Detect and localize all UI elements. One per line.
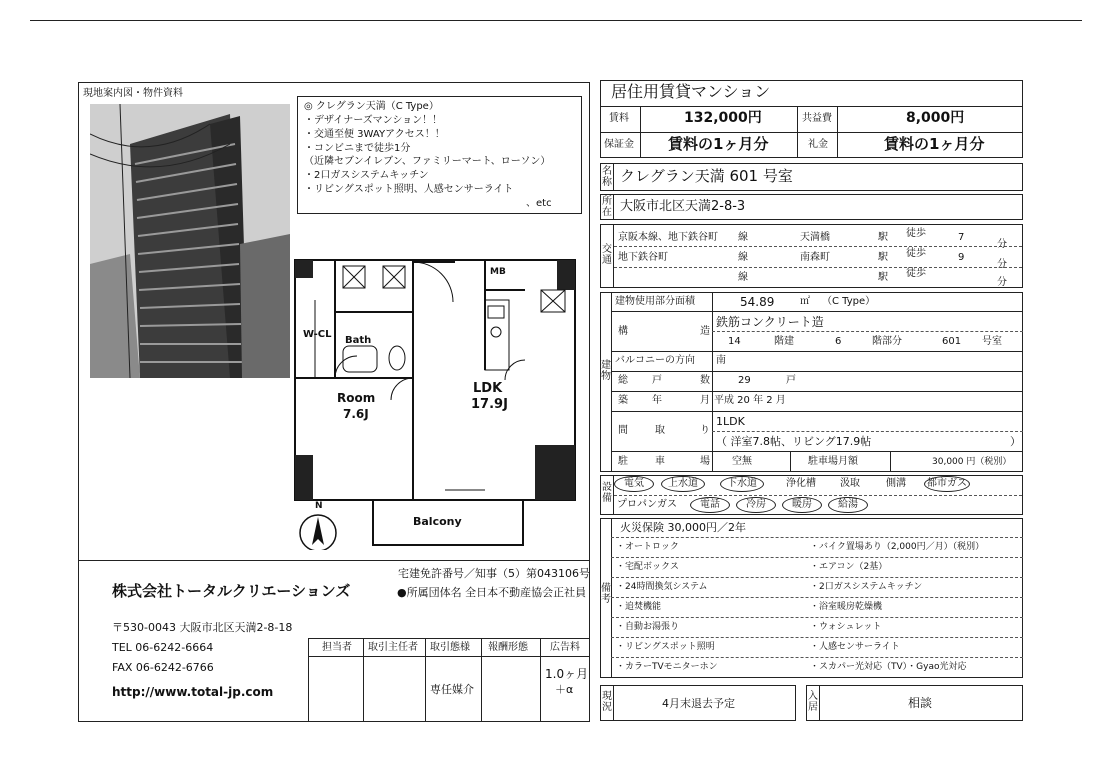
rent-box-col <box>640 106 641 158</box>
parking-value: 空無 <box>732 456 752 467</box>
transport-eki: 駅 <box>878 272 888 283</box>
transport-toho: 徒歩 <box>906 248 926 259</box>
balcony-label: Balcony <box>413 515 462 528</box>
note-right: ・バイク置場あり（2,000円／月）（税別） <box>810 542 985 552</box>
movein-label: 入居 <box>808 691 818 713</box>
th-ad-fee: 広告料 <box>550 642 580 653</box>
facility-septic: 浄化槽 <box>786 478 816 489</box>
parking-col <box>890 451 891 472</box>
note-right: ・スカパー光対応（TV）・Gyao光対応 <box>810 662 967 672</box>
building-box-col <box>712 292 713 472</box>
area-value: 54.89 <box>740 295 775 309</box>
company-tel: TEL 06-6242-6664 <box>112 641 214 654</box>
left-header: 現地案内図・物件資料 <box>83 88 183 99</box>
building-rule <box>611 311 1023 312</box>
movein-value: 相談 <box>908 696 933 710</box>
ad-fee-1: 1.0ヶ月 <box>545 667 589 681</box>
notes-label: 備考 <box>601 583 611 605</box>
room-number: 601 <box>942 336 962 347</box>
rent-box-rule <box>600 106 1023 107</box>
parking-fee: 30,000 円（税別） <box>932 457 1012 467</box>
agent-table-col <box>363 638 364 722</box>
common-fee-label: 共益費 <box>802 113 832 124</box>
rent-box-col <box>797 106 798 158</box>
parking-label: 場 <box>700 456 710 467</box>
status-value: 4月末退去予定 <box>662 697 735 710</box>
address-box-col <box>613 194 614 220</box>
company-fax: FAX 06-6242-6766 <box>112 661 214 674</box>
transport-rule <box>614 267 1022 268</box>
notes-rule <box>611 537 1023 538</box>
floors-suffix: 階建 <box>774 336 794 347</box>
layout-value: 1LDK <box>716 415 745 428</box>
building-rule <box>611 371 1023 372</box>
transport-label: 交通 <box>602 244 612 266</box>
company-divider <box>78 560 590 561</box>
feature-line: ・交通至便 3WAYアクセス！！ <box>304 129 445 140</box>
note-left: ・24時間換気システム <box>616 582 708 592</box>
layout-label: 取 <box>655 425 665 436</box>
th-fee-type: 報酬形態 <box>488 642 528 653</box>
movein-box-col <box>819 685 820 721</box>
note-left: ・追焚機能 <box>616 602 662 612</box>
units-suffix: 戸 <box>786 375 796 386</box>
built-label: 築 <box>618 395 628 406</box>
building-rule <box>611 351 1023 352</box>
built-label: 月 <box>700 395 710 406</box>
feature-line: 、etc <box>526 198 552 209</box>
notes-rule <box>611 597 1023 598</box>
transport-fun: 分 <box>997 259 1007 270</box>
facility-hot-water: 給湯 <box>828 497 868 513</box>
note-right: ・エアコン（2基） <box>810 562 888 572</box>
feature-line: ・コンビニまで徒歩1分 <box>304 143 411 154</box>
compass-n-label: N <box>315 501 323 511</box>
th-mode: 取引態様 <box>430 642 470 653</box>
transport-fun: 分 <box>997 277 1007 288</box>
facility-phone: 電話 <box>690 497 730 513</box>
built-value: 平成 20 年 2 月 <box>714 395 786 406</box>
layout-detail: （ 洋室7.8帖、リビング17.9帖 <box>716 435 872 448</box>
wcl-label: W-CL <box>303 329 332 340</box>
building-dash <box>712 331 1023 332</box>
insurance: 火災保険 30,000円／2年 <box>620 521 746 534</box>
feature-line: ◎ クレグラン天満（C Type） <box>304 101 439 112</box>
room-size: 7.6J <box>343 407 369 421</box>
property-name: クレグラン天満 601 号室 <box>620 167 793 185</box>
license-number: 宅建免許番号／知事（5）第043106号 <box>398 567 590 580</box>
transport-sen: 線 <box>738 272 748 283</box>
note-right: ・2口ガスシステムキッチン <box>810 582 923 592</box>
facilities-rule <box>614 495 1022 496</box>
property-address: 大阪市北区天満2-8-3 <box>620 199 746 214</box>
facility-sewer: 下水道 <box>720 476 764 492</box>
rent-label: 賃料 <box>609 113 629 124</box>
notes-rule <box>611 637 1023 638</box>
notes-rule <box>611 657 1023 658</box>
transport-station: 南森町 <box>800 252 830 263</box>
transport-line: 地下鉄谷町 <box>618 252 668 263</box>
facility-gutter: 側溝 <box>886 478 906 489</box>
note-right: ・ウォシュレット <box>810 622 882 632</box>
deposit-value: 賃料の1ヶ月分 <box>668 135 769 153</box>
transport-eki: 駅 <box>878 232 888 243</box>
structure-value: 鉄筋コンクリート造 <box>716 315 824 329</box>
facility-water: 上水道 <box>661 476 705 492</box>
parking-fee-label: 駐車場月額 <box>808 456 858 467</box>
building-rule <box>611 391 1023 392</box>
parking-label: 駐 <box>618 456 628 467</box>
note-right: ・浴室暖房乾燥機 <box>810 602 883 612</box>
notes-rule <box>611 557 1023 558</box>
units-label: 総 <box>618 375 628 386</box>
area-unit: ㎡ <box>800 296 810 307</box>
floor-value: 6 <box>835 336 842 347</box>
transport-station: 天満橋 <box>800 232 830 243</box>
agent-table-col <box>425 638 426 722</box>
deposit-label: 保証金 <box>604 139 634 150</box>
floor-plan <box>285 250 587 550</box>
ldk-size: 17.9J <box>471 397 508 412</box>
balcony-dir-label: バルコニーの方向 <box>615 355 695 366</box>
rent-box-rule <box>600 132 1023 133</box>
mode-value: 専任媒介 <box>430 683 474 696</box>
facility-cooling: 冷房 <box>736 497 776 513</box>
agent-table-col <box>481 638 482 722</box>
parking-col <box>790 451 791 472</box>
transport-toho: 徒歩 <box>906 228 926 239</box>
layout-close: ） <box>1010 435 1021 448</box>
features-box <box>297 96 582 214</box>
key-money-value: 賃料の1ヶ月分 <box>884 135 985 153</box>
ad-fee-2: ＋α <box>555 683 574 696</box>
notes-rule <box>611 577 1023 578</box>
company-url[interactable]: http://www.total-jp.com <box>112 685 274 699</box>
area-type: （C Type） <box>822 296 876 307</box>
transport-min: 7 <box>958 232 965 243</box>
listing-title: 居住用賃貸マンション <box>611 82 771 101</box>
building-dash <box>712 431 1023 432</box>
building-box-col <box>611 292 612 472</box>
floors-value: 14 <box>728 336 741 347</box>
note-left: ・オートロック <box>616 542 679 552</box>
feature-line: ・デザイナーズマンション！！ <box>304 115 443 126</box>
notes-rule <box>611 617 1023 618</box>
transport-rule <box>614 246 1022 247</box>
note-left: ・カラーTVモニターホン <box>616 662 718 672</box>
common-fee-value: 8,000円 <box>906 110 965 126</box>
note-left: ・宅配ボックス <box>616 562 679 572</box>
feature-line: ・リビングスポット照明、人感センサーライト <box>304 184 514 195</box>
built-label: 年 <box>652 395 662 406</box>
transport-sen: 線 <box>738 232 748 243</box>
transport-toho: 徒歩 <box>906 268 926 279</box>
rent-box-col <box>837 106 838 158</box>
association: ●所属団体名 全日本不動産協会正社員 <box>397 586 587 599</box>
rent-value: 132,000円 <box>684 110 762 126</box>
building-rule <box>611 451 1023 452</box>
structure-label: 造 <box>700 326 710 337</box>
room-name: Room <box>337 391 376 405</box>
transport-eki: 駅 <box>878 252 888 263</box>
note-left: ・リビングスポット照明 <box>616 642 715 652</box>
mb-label: MB <box>490 267 506 277</box>
page-top-rule <box>30 20 1082 21</box>
name-box-col <box>613 163 614 191</box>
company-name: 株式会社トータルクリエーションズ <box>112 582 351 600</box>
facility-city-gas: 都市ガス <box>924 476 970 492</box>
building-label: 建物 <box>601 360 611 382</box>
area-label: 建物使用部分面積 <box>615 296 695 307</box>
layout-label: り <box>700 425 710 436</box>
transport-min: 9 <box>958 252 965 263</box>
transport-box-col <box>613 224 614 288</box>
facility-heating: 暖房 <box>782 497 822 513</box>
note-right: ・人感センサーライト <box>810 642 900 652</box>
facility-propane: プロパンガス <box>617 499 677 510</box>
units-label: 数 <box>700 375 710 386</box>
room-suffix: 号室 <box>982 336 1002 347</box>
transport-fun: 分 <box>997 239 1007 250</box>
transport-line: 京阪本線、地下鉄谷町 <box>618 232 718 243</box>
facility-electric: 電気 <box>614 476 654 492</box>
company-address: 〒530-0043 大阪市北区天満2-8-18 <box>112 621 293 634</box>
status-box-col <box>613 685 614 721</box>
agent-table-rule <box>308 656 590 657</box>
parking-label: 車 <box>655 456 665 467</box>
units-value: 29 <box>738 375 751 386</box>
structure-label: 構 <box>618 326 628 337</box>
th-chief: 取引主任者 <box>368 642 418 653</box>
building-rule <box>611 411 1023 412</box>
floor-suffix: 階部分 <box>872 336 902 347</box>
address-label: 所在 <box>602 196 612 218</box>
facility-pumping: 汲取 <box>840 478 860 489</box>
bath-label: Bath <box>345 335 372 346</box>
facilities-label: 設備 <box>602 482 612 504</box>
agent-table-col <box>540 638 541 722</box>
layout-label: 間 <box>618 425 628 436</box>
building-photo <box>90 104 290 378</box>
name-label: 名称 <box>602 166 612 188</box>
transport-sen: 線 <box>738 252 748 263</box>
ldk-name: LDK <box>473 381 503 396</box>
status-label: 現況 <box>602 691 612 713</box>
feature-line: ・2口ガスシステムキッチン <box>304 170 429 181</box>
note-left: ・自動お湯張り <box>616 622 680 632</box>
th-agent: 担当者 <box>322 642 352 653</box>
key-money-label: 礼金 <box>808 139 828 150</box>
units-label: 戸 <box>652 375 662 386</box>
feature-line: （近隣セブンイレブン、ファミリーマート、ローソン） <box>304 156 551 167</box>
balcony-dir: 南 <box>716 355 726 366</box>
